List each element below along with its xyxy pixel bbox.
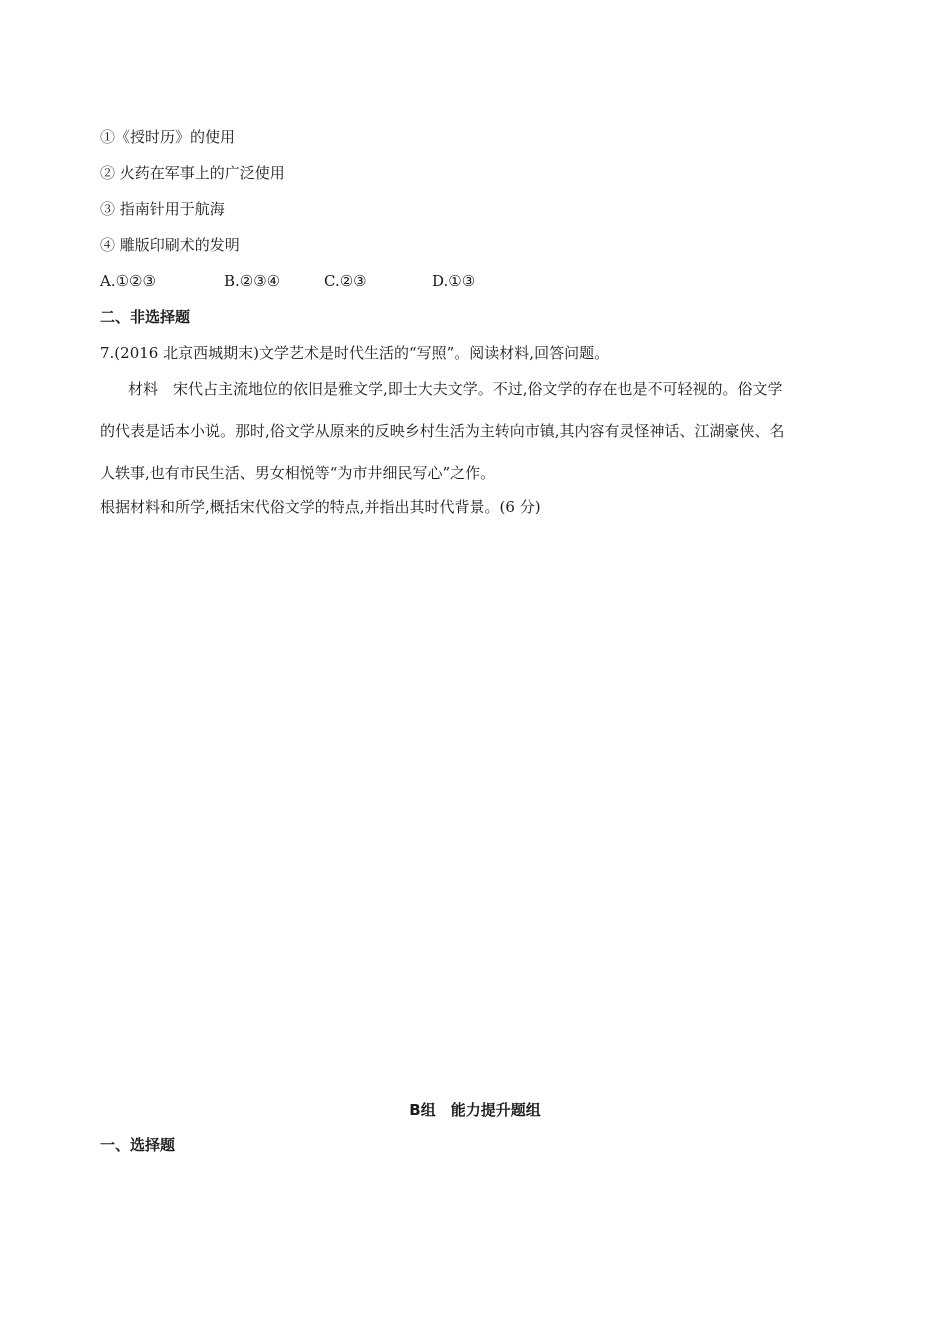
option-a: A.①②③ <box>100 272 156 290</box>
option-d: D.①③ <box>432 272 476 290</box>
option-item-3: ③ 指南针用于航海 <box>100 200 225 218</box>
question-7-stem: 7.(2016 北京西城期末)文学艺术是时代生活的“写照”。阅读材料,回答问题。 <box>100 344 610 362</box>
option-c: C.②③ <box>324 272 367 290</box>
section-heading-non-choice: 二、非选择题 <box>100 308 191 326</box>
material-line-2: 的代表是话本小说。那时,俗文学从原来的反映乡村生活为主转向市镇,其内容有灵怪神话、江湖豪侠、名 <box>100 422 785 440</box>
question-7-prompt: 根据材料和所学,概括宋代俗文学的特点,并指出其时代背景。(6 分) <box>100 498 541 516</box>
answer-options <box>100 271 492 291</box>
option-item-1: ①《授时历》的使用 <box>100 128 236 146</box>
option-item-4: ④ 雕版印刷术的发明 <box>100 236 240 254</box>
section-heading-choice: 一、选择题 <box>100 1136 176 1154</box>
option-item-2: ② 火药在军事上的广泛使用 <box>100 164 285 182</box>
material-line-3: 人轶事,也有市民生活、男女相悦等“为市井细民写心”之作。 <box>100 464 496 482</box>
option-b: B.②③④ <box>224 272 281 290</box>
material-line-1: 材料 宋代占主流地位的依旧是雅文学,即士大夫文学。不过,俗文学的存在也是不可轻视的。俗文学 <box>128 380 783 398</box>
group-b-title: B组 能力提升题组 <box>409 1101 541 1119</box>
